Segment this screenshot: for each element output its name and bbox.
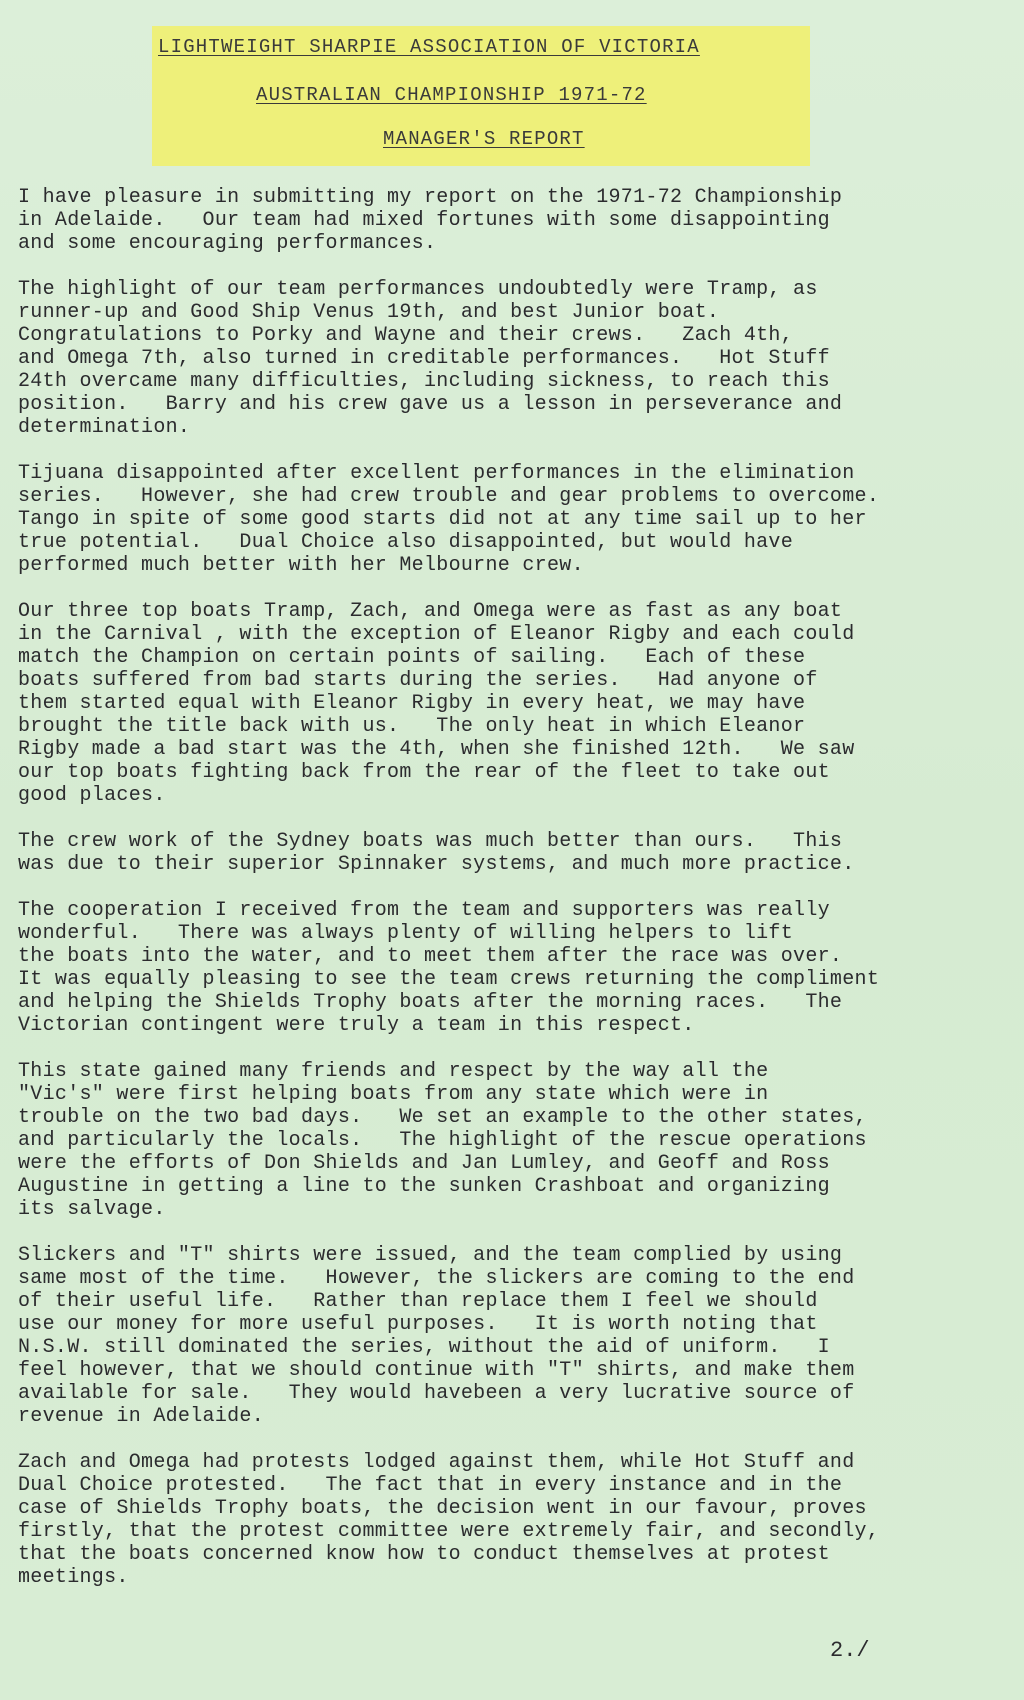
association-title: LIGHTWEIGHT SHARPIE ASSOCIATION OF VICTORIA xyxy=(158,36,700,58)
text-line: The highlight of our team performances undoubtedly were Tramp, as xyxy=(18,278,818,301)
text-line: in the Carnival , with the exception of Eleanor Rigby and each could xyxy=(18,623,855,646)
text-line: and helping the Shields Trophy boats after the morning races. The xyxy=(18,991,843,1014)
text-line: Dual Choice protested. The fact that in every instance and in the xyxy=(18,1474,843,1497)
text-line: The crew work of the Sydney boats was much better than ours. This xyxy=(18,830,843,853)
text-line: boats suffered from bad starts during the series. Had anyone of xyxy=(18,669,818,692)
paragraph xyxy=(18,186,1008,255)
paragraph xyxy=(18,830,1008,876)
text-line: feel however, that we should continue with "T" shirts, and make them xyxy=(18,1359,855,1382)
championship-title: AUSTRALIAN CHAMPIONSHIP 1971-72 xyxy=(256,84,647,106)
text-line: This state gained many friends and respect by the way all the xyxy=(18,1060,769,1083)
text-line: true potential. Dual Choice also disappointed, but would have xyxy=(18,531,794,554)
text-line: Tijuana disappointed after excellent performances in the elimination xyxy=(18,462,855,485)
report-body xyxy=(18,186,1008,1612)
text-line: Tango in spite of some good starts did not at any time sail up to her xyxy=(18,508,867,531)
text-line: and Omega 7th, also turned in creditable performances. Hot Stuff xyxy=(18,347,830,370)
text-line: Rigby made a bad start was the 4th, when she finished 12th. We saw xyxy=(18,738,855,761)
text-line: wonderful. There was always plenty of willing helpers to lift xyxy=(18,922,794,945)
text-line: its salvage. xyxy=(18,1198,166,1221)
text-line: same most of the time. However, the slickers are coming to the end xyxy=(18,1267,855,1290)
text-line: them started equal with Eleanor Rigby in every heat, we may have xyxy=(18,692,806,715)
text-line: Congratulations to Porky and Wayne and their crews. Zach 4th, xyxy=(18,324,794,347)
text-line: It was equally pleasing to see the team crews returning the compliment xyxy=(18,968,880,991)
text-line: Our three top boats Tramp, Zach, and Omega were as fast as any boat xyxy=(18,600,843,623)
text-line: case of Shields Trophy boats, the decision went in our favour, proves xyxy=(18,1497,867,1520)
text-line: firstly, that the protest committee were extremely fair, and secondly, xyxy=(18,1520,880,1543)
text-line: The cooperation I received from the team and supporters was really xyxy=(18,899,830,922)
text-line: and some encouraging performances. xyxy=(18,232,437,255)
text-line: use our money for more useful purposes. It is worth noting that xyxy=(18,1313,818,1336)
paragraph xyxy=(18,278,1008,439)
text-line: revenue in Adelaide. xyxy=(18,1405,265,1428)
text-line: were the efforts of Don Shields and Jan Lumley, and Geoff and Ross xyxy=(18,1152,830,1175)
paragraph xyxy=(18,1451,1008,1589)
text-line: position. Barry and his crew gave us a lesson in perseverance and xyxy=(18,393,843,416)
text-line: performed much better with her Melbourne crew. xyxy=(18,554,584,577)
text-line: of their useful life. Rather than replace them I feel we should xyxy=(18,1290,818,1313)
page-number: 2./ xyxy=(830,1638,870,1663)
paragraph xyxy=(18,1060,1008,1221)
text-line: that the boats concerned know how to conduct themselves at protest xyxy=(18,1543,830,1566)
text-line: match the Champion on certain points of sailing. Each of these xyxy=(18,646,806,669)
text-line: N.S.W. still dominated the series, without the aid of uniform. I xyxy=(18,1336,830,1359)
paragraph xyxy=(18,600,1008,807)
text-line: meetings. xyxy=(18,1566,129,1589)
text-line: Augustine in getting a line to the sunken Crashboat and organizing xyxy=(18,1175,830,1198)
text-line: was due to their superior Spinnaker systems, and much more practice. xyxy=(18,853,855,876)
paragraph xyxy=(18,462,1008,577)
text-line: determination. xyxy=(18,416,191,439)
text-line: the boats into the water, and to meet them after the race was over. xyxy=(18,945,843,968)
text-line: I have pleasure in submitting my report on the 1971-72 Championship xyxy=(18,186,843,209)
text-line: our top boats fighting back from the rear of the fleet to take out xyxy=(18,761,830,784)
text-line: available for sale. They would havebeen a very lucrative source of xyxy=(18,1382,855,1405)
text-line: trouble on the two bad days. We set an example to the other states, xyxy=(18,1106,867,1129)
paragraph xyxy=(18,1244,1008,1428)
text-line: series. However, she had crew trouble and gear problems to overcome. xyxy=(18,485,880,508)
text-line: Victorian contingent were truly a team in this respect. xyxy=(18,1014,695,1037)
text-line: Zach and Omega had protests lodged against them, while Hot Stuff and xyxy=(18,1451,855,1474)
text-line: in Adelaide. Our team had mixed fortunes with some disappointing xyxy=(18,209,830,232)
paragraph xyxy=(18,899,1008,1037)
text-line: "Vic's" were first helping boats from any state which were in xyxy=(18,1083,769,1106)
text-line: runner-up and Good Ship Venus 19th, and best Junior boat. xyxy=(18,301,720,324)
report-title: MANAGER'S REPORT xyxy=(383,128,585,150)
text-line: Slickers and "T" shirts were issued, and the team complied by using xyxy=(18,1244,843,1267)
text-line: good places. xyxy=(18,784,166,807)
text-line: brought the title back with us. The only heat in which Eleanor xyxy=(18,715,806,738)
text-line: 24th overcame many difficulties, including sickness, to reach this xyxy=(18,370,830,393)
text-line: and particularly the locals. The highlight of the rescue operations xyxy=(18,1129,867,1152)
